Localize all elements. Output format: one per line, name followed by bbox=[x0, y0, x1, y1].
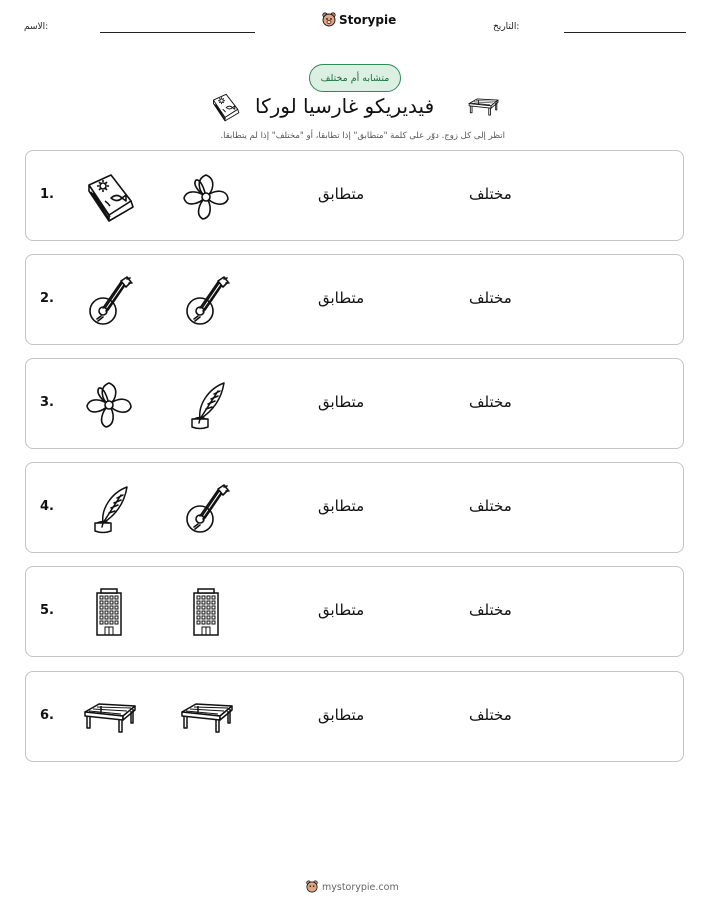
storypie-logo bbox=[322, 12, 396, 28]
question-row bbox=[25, 358, 684, 449]
same-option[interactable]: متطابق bbox=[318, 706, 365, 724]
building-icon bbox=[178, 587, 234, 639]
name-label: الاسم: bbox=[24, 22, 49, 32]
question-row bbox=[25, 462, 684, 553]
guitar-icon bbox=[81, 275, 137, 327]
date-label: التاريخ: bbox=[493, 22, 520, 32]
question-row bbox=[25, 254, 684, 345]
date-line[interactable] bbox=[564, 32, 686, 33]
question-row bbox=[25, 566, 684, 657]
flower-icon bbox=[81, 379, 137, 431]
guitar-icon bbox=[178, 483, 234, 535]
different-option[interactable]: مختلف bbox=[469, 289, 512, 307]
instructions: انظر إلى كل زوج. دوّر على كلمة "متطابق" إذا تطابقا، أو "مختلف" إذا لم يتطابقا. bbox=[220, 131, 505, 141]
footer-url: mystorypie.com bbox=[322, 881, 399, 893]
brand-name: Storypie bbox=[339, 13, 397, 27]
same-option[interactable]: متطابق bbox=[318, 497, 365, 515]
same-option[interactable]: متطابق bbox=[318, 601, 365, 619]
quill-icon bbox=[178, 379, 234, 431]
book-icon bbox=[81, 171, 137, 223]
question-number: 3. bbox=[40, 395, 54, 410]
book-icon bbox=[208, 92, 242, 122]
different-option[interactable]: مختلف bbox=[469, 185, 512, 203]
question-row bbox=[25, 150, 684, 241]
different-option[interactable]: مختلف bbox=[469, 393, 512, 411]
question-number: 1. bbox=[40, 187, 54, 202]
different-option[interactable]: مختلف bbox=[469, 497, 512, 515]
same-option[interactable]: متطابق bbox=[318, 185, 365, 203]
table-icon bbox=[466, 92, 500, 122]
flower-icon bbox=[178, 171, 234, 223]
guitar-icon bbox=[178, 275, 234, 327]
building-icon bbox=[81, 587, 137, 639]
question-row bbox=[25, 671, 684, 762]
different-option[interactable]: مختلف bbox=[469, 601, 512, 619]
question-number: 2. bbox=[40, 291, 54, 306]
same-option[interactable]: متطابق bbox=[318, 393, 365, 411]
bear-icon bbox=[322, 12, 336, 28]
table-icon bbox=[81, 692, 137, 744]
name-line[interactable] bbox=[100, 32, 255, 33]
table-icon bbox=[178, 692, 234, 744]
footer bbox=[306, 880, 399, 894]
same-option[interactable]: متطابق bbox=[318, 289, 365, 307]
question-number: 5. bbox=[40, 603, 54, 618]
different-option[interactable]: مختلف bbox=[469, 706, 512, 724]
question-number: 4. bbox=[40, 499, 54, 514]
worksheet-type-badge: متشابه أم مختلف bbox=[309, 64, 401, 92]
page-title: فيديريكو غارسيا لوركا bbox=[255, 94, 435, 118]
question-number: 6. bbox=[40, 708, 54, 723]
bear-icon bbox=[306, 880, 318, 894]
quill-icon bbox=[81, 483, 137, 535]
